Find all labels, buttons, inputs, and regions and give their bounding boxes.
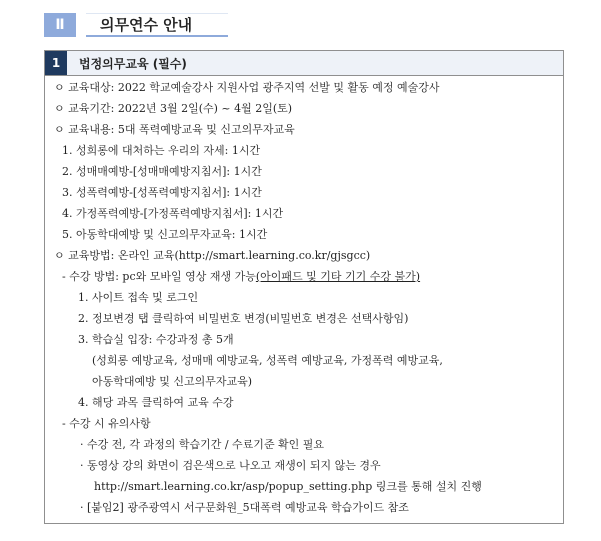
box-number: 1 bbox=[45, 51, 67, 75]
list-item-course-1: 1. 성희롱에 대처하는 우리의 자세: 1시간 bbox=[62, 144, 261, 157]
list-item-target: ㅇ 교육대상: 2022 학교예술강사 지원사업 광주지역 선발 및 활동 예정 예술강사 bbox=[54, 81, 440, 94]
access-note: (아이패드 및 기타 기기 수강 불가) bbox=[255, 270, 421, 283]
list-item-note-1: · 수강 전, 각 과정의 학습기간 / 수료기준 확인 필요 bbox=[80, 438, 325, 451]
list-item-course-3: 3. 성폭력예방-[성폭력예방지침서]: 1시간 bbox=[62, 186, 262, 199]
list-item-course-5: 5. 아동학대예방 및 신고의무자교육: 1시간 bbox=[62, 228, 268, 241]
box-title: 법정의무교육 (필수) bbox=[79, 56, 187, 71]
list-item-step-3: 3. 학습실 입장: 수강과정 총 5개 bbox=[78, 333, 234, 346]
list-item-note-3: · [붙임2] 광주광역시 서구문화원_5대폭력 예방교육 학습가이드 참조 bbox=[80, 501, 409, 514]
list-item-step-3-detail-cont: 아동학대예방 및 신고의무자교육) bbox=[92, 375, 253, 388]
list-item-period: ㅇ 교육기간: 2022년 3월 2일(수) ~ 4월 2일(토) bbox=[54, 102, 293, 115]
section-number: Ⅱ bbox=[44, 13, 76, 37]
list-item-course-2: 2. 성매매예방-[성매매예방지침서]: 1시간 bbox=[62, 165, 262, 178]
list-item-step-2: 2. 정보변경 탭 클릭하여 비밀번호 변경(비밀번호 변경은 선택사항임) bbox=[78, 312, 409, 325]
access-text: - 수강 방법: pc와 모바일 영상 재생 가능 bbox=[62, 270, 256, 283]
list-item-note-2: · 동영상 강의 화면이 검은색으로 나오고 재생이 되지 않는 경우 bbox=[80, 459, 381, 472]
list-item-step-3-detail: (성희롱 예방교육, 성매매 예방교육, 성폭력 예방교육, 가정폭력 예방교육, bbox=[92, 354, 443, 367]
box-header bbox=[45, 51, 563, 76]
list-item-access bbox=[62, 270, 420, 284]
list-item-step-4: 4. 해당 과목 클릭하여 교육 수강 bbox=[78, 396, 234, 409]
content-box bbox=[44, 50, 564, 524]
list-item-content: ㅇ 교육내용: 5대 폭력예방교육 및 신고의무자교육 bbox=[54, 123, 295, 136]
list-item-step-1: 1. 사이트 접속 및 로그인 bbox=[78, 291, 199, 304]
list-item-course-4: 4. 가정폭력예방-[가정폭력예방지침서]: 1시간 bbox=[62, 207, 284, 220]
list-item-method: ㅇ 교육방법: 온라인 교육(http://smart.learning.co.kr/gjsgcc) bbox=[54, 249, 371, 262]
list-item-notes: - 수강 시 유의사항 bbox=[62, 417, 151, 430]
section-header bbox=[44, 13, 228, 37]
section-title: 의무연수 안내 bbox=[86, 13, 228, 37]
list-item-note-2-link: http://smart.learning.co.kr/asp/popup_setting.php 링크를 통해 설치 진행 bbox=[94, 480, 482, 493]
